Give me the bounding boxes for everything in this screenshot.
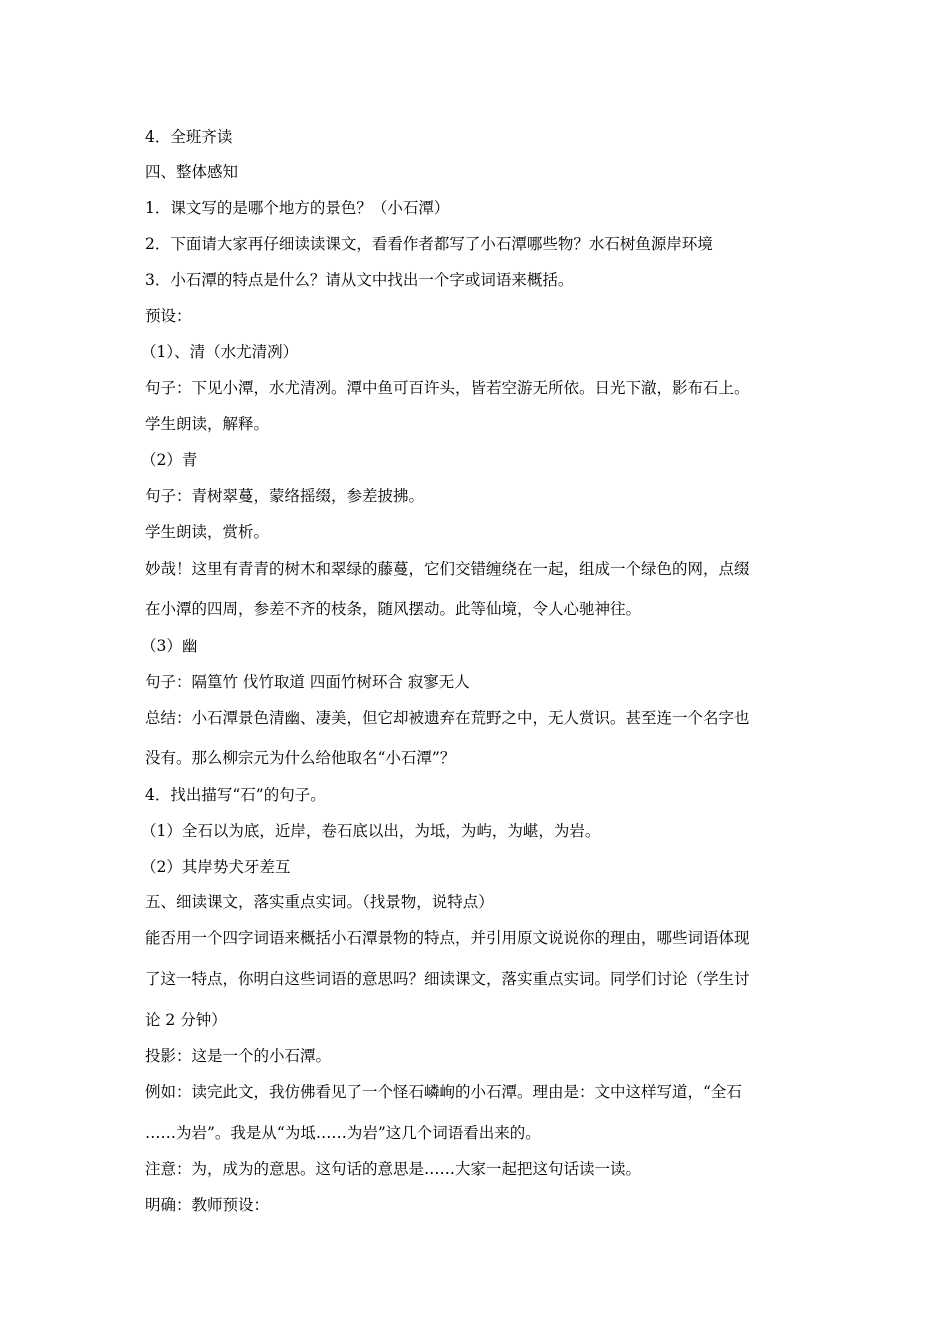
text-line: 4．全班齐读 bbox=[145, 128, 233, 146]
text-line: （2）青 bbox=[141, 451, 198, 469]
text-line: 妙哉！这里有青青的树木和翠绿的藤蔓，它们交错缠绕在一起，组成一个绿色的网，点缀 bbox=[145, 560, 750, 578]
text-line: 能否用一个四字词语来概括小石潭景物的特点，并引用原文说说你的理由，哪些词语体现 bbox=[145, 929, 750, 947]
text-line: 3．小石潭的特点是什么？请从文中找出一个字或词语来概括。 bbox=[145, 271, 574, 289]
text-line: 总结：小石潭景色清幽、凄美，但它却被遗弃在荒野之中，无人赏识。甚至连一个名字也 bbox=[145, 709, 750, 727]
section-heading: 四、整体感知 bbox=[145, 163, 239, 181]
text-line: （1）、清（水尤清冽） bbox=[141, 343, 299, 361]
text-line: 论 2 分钟） bbox=[145, 1011, 227, 1029]
text-line: 例如：读完此文，我仿佛看见了一个怪石嶙峋的小石潭。理由是：文中这样写道，“全石 bbox=[145, 1083, 742, 1101]
section-heading: 五、细读课文，落实重点实词。（找景物，说特点） bbox=[145, 893, 494, 911]
text-line: （2）其岸势犬牙差互 bbox=[141, 858, 291, 876]
text-line: 明确：教师预设： bbox=[145, 1196, 270, 1214]
text-line: 学生朗读，解释。 bbox=[145, 415, 270, 433]
text-line: 1．课文写的是哪个地方的景色？（小石潭） bbox=[145, 199, 450, 217]
text-line: 4．找出描写“石”的句子。 bbox=[145, 786, 326, 804]
text-line: （3）幽 bbox=[141, 637, 198, 655]
text-line: 句子：青树翠蔓，蒙络摇缀，参差披拂。 bbox=[145, 487, 425, 505]
text-line: （1）全石以为底，近岸，卷石底以出，为坻，为屿，为嵁，为岩。 bbox=[141, 822, 601, 840]
text-line: 学生朗读，赏析。 bbox=[145, 523, 270, 541]
text-line: ……为岩”。我是从“为坻……为岩”这几个词语看出来的。 bbox=[145, 1124, 541, 1142]
text-line: 了这一特点，你明白这些词语的意思吗？细读课文，落实重点实词。同学们讨论（学生讨 bbox=[145, 970, 750, 988]
text-line: 句子：隔篁竹 伐竹取道 四面竹树环合 寂寥无人 bbox=[145, 673, 470, 691]
text-line: 在小潭的四周，参差不齐的枝条，随风摆动。此等仙境，令人心驰神往。 bbox=[145, 600, 642, 618]
text-line: 没有。那么柳宗元为什么给他取名“小石潭”？ bbox=[145, 749, 456, 767]
text-line: 句子：下见小潭，水尤清冽。潭中鱼可百许头，皆若空游无所依。日光下澈，影布石上。 bbox=[145, 379, 750, 397]
text-line: 预设： bbox=[145, 307, 192, 325]
text-line: 2．下面请大家再仔细读读课文，看看作者都写了小石潭哪些物？水石树鱼源岸环境 bbox=[145, 235, 713, 253]
text-line: 投影：这是一个的小石潭。 bbox=[145, 1047, 332, 1065]
text-line: 注意：为，成为的意思。这句话的意思是……大家一起把这句话读一读。 bbox=[145, 1160, 642, 1178]
